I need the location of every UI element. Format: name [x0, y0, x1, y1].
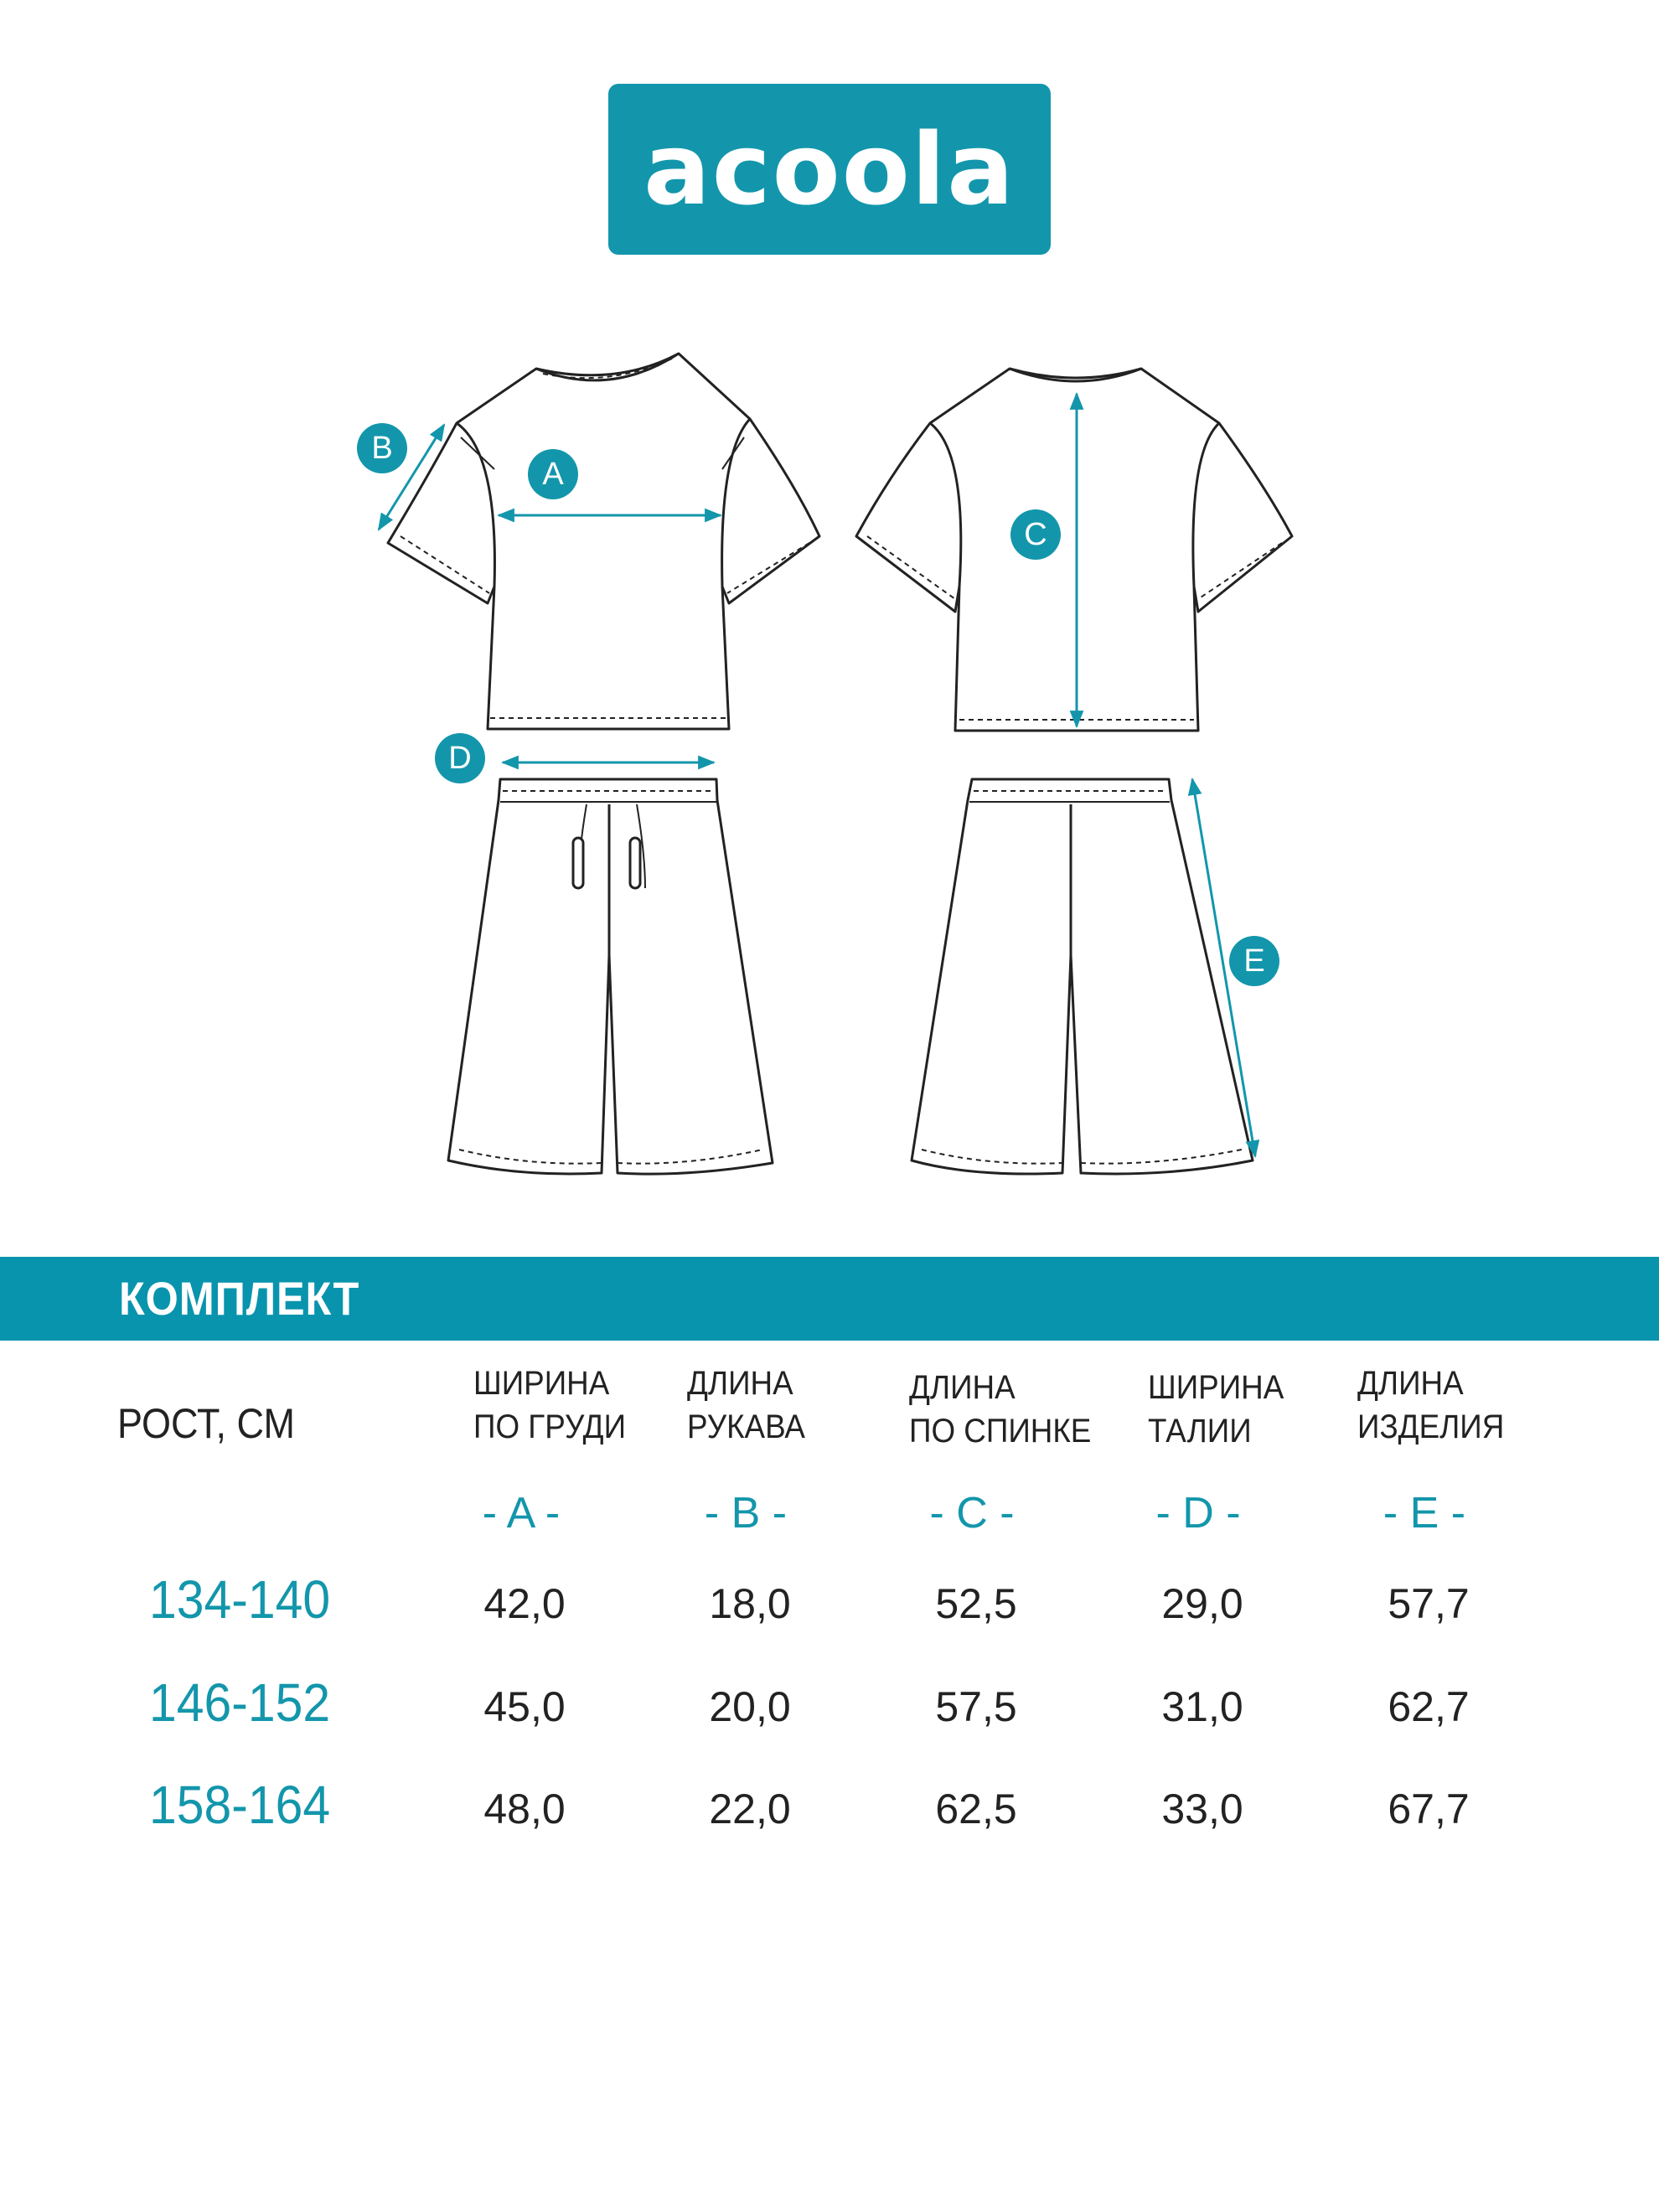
marker-a: [528, 449, 578, 499]
marker-b: [357, 423, 407, 473]
value-cell: 42,0: [483, 1580, 566, 1627]
tshirt-front-drawing: [388, 354, 819, 729]
row-size-label: 134-140: [149, 1569, 331, 1630]
garment-diagram: [0, 318, 1659, 1207]
row-size-label: 158-164: [149, 1775, 331, 1835]
column-letter: - B -: [704, 1489, 788, 1538]
column-header-chest: ШИРИНА ПО ГРУДИ: [473, 1365, 627, 1445]
value-cell: 62,7: [1388, 1683, 1470, 1730]
column-header-length: ДЛИНА ИЗДЕЛИЯ: [1357, 1365, 1505, 1445]
brand-logo: [608, 84, 1051, 255]
value-cell: 31,0: [1161, 1683, 1243, 1730]
value-cell: 18,0: [709, 1580, 791, 1627]
column-letter: - E -: [1382, 1489, 1466, 1538]
value-cell: 52,5: [935, 1580, 1017, 1627]
logo-text: acoola: [643, 111, 1016, 227]
svg-text:D: D: [448, 741, 472, 776]
marker-c: [1010, 509, 1061, 560]
row-size-label: 146-152: [149, 1672, 331, 1733]
value-cell: 45,0: [483, 1683, 566, 1730]
section-band: [0, 1257, 1659, 1341]
value-cell: 29,0: [1161, 1580, 1243, 1627]
svg-text:A: A: [542, 457, 564, 492]
tshirt-back-drawing: [856, 369, 1292, 731]
value-cell: 57,7: [1388, 1580, 1470, 1627]
value-cell: 62,5: [935, 1786, 1017, 1832]
value-cell: 20,0: [709, 1683, 791, 1730]
marker-d: [435, 733, 485, 783]
column-letter: - D -: [1155, 1489, 1241, 1538]
svg-text:C: C: [1024, 517, 1047, 552]
value-cell: 48,0: [483, 1786, 566, 1832]
value-cell: 57,5: [935, 1683, 1017, 1730]
shorts-front-drawing: [448, 779, 773, 1174]
column-header-waist: ШИРИНА ТАЛИИ: [1148, 1369, 1284, 1450]
column-letter: - A -: [482, 1489, 561, 1538]
column-letter: - C -: [929, 1489, 1015, 1538]
row-header-label: РОСТ, СМ: [117, 1400, 296, 1447]
svg-text:B: B: [371, 431, 393, 466]
value-cell: 67,7: [1388, 1786, 1470, 1832]
column-header-back-length: ДЛИНА ПО СПИНКЕ: [909, 1369, 1092, 1450]
value-cell: 22,0: [709, 1786, 791, 1832]
column-header-sleeve: ДЛИНА РУКАВА: [687, 1365, 805, 1445]
section-title: КОМПЛЕКТ: [119, 1272, 360, 1325]
svg-text:E: E: [1243, 943, 1265, 979]
value-cell: 33,0: [1161, 1786, 1243, 1832]
marker-e: [1229, 936, 1279, 986]
